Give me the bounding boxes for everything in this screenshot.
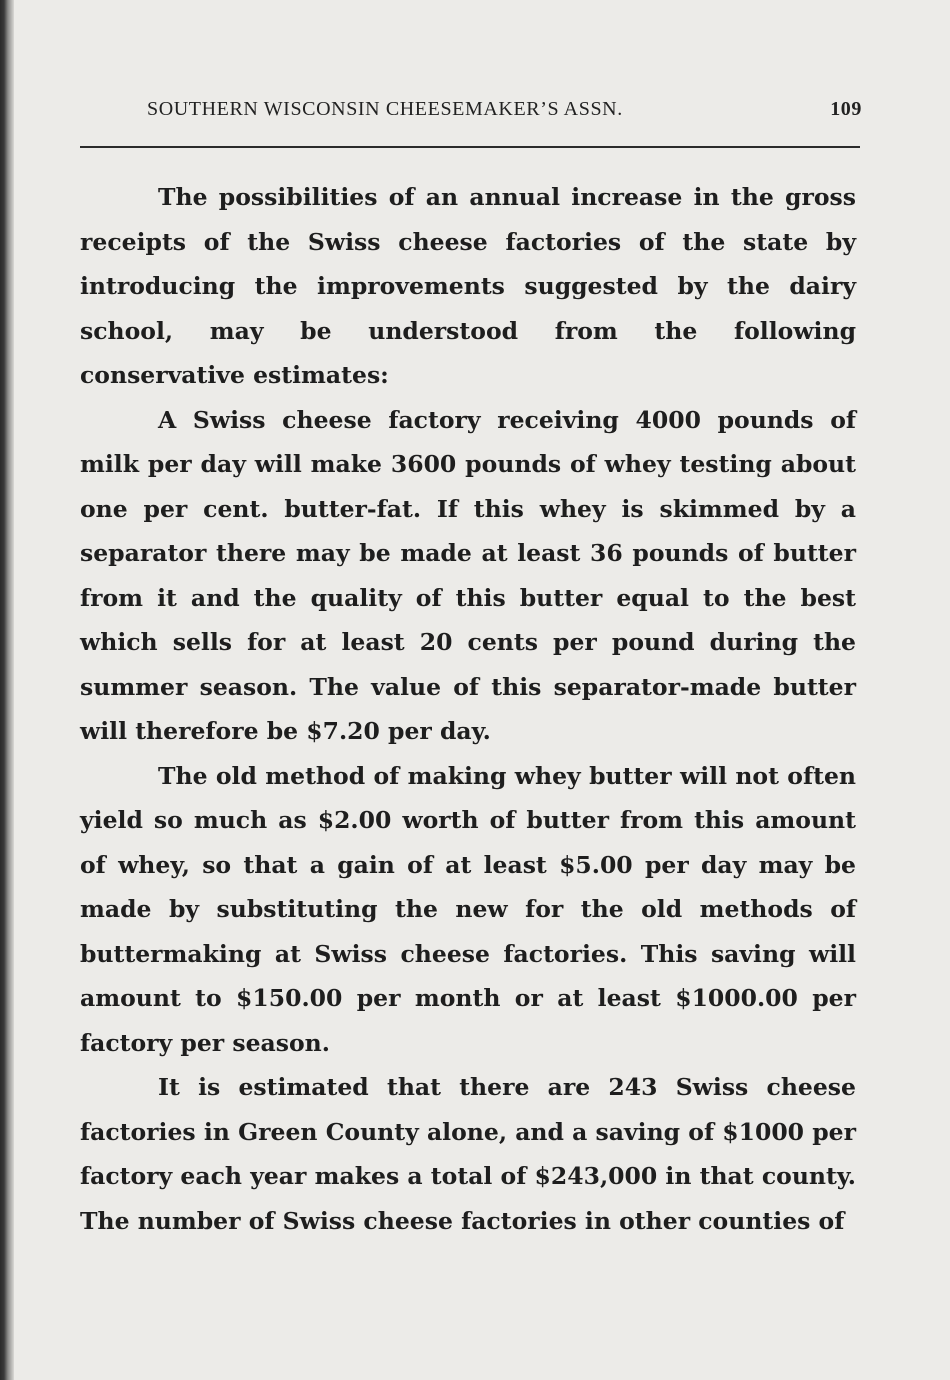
paragraph: A Swiss cheese factory receiving 4000 pounds of milk per day will make 3600 pounds of whey testing about one per cent. butter-fat. If this whey is skimmed by a separator there may be made at least 36 pounds of butter from it and the quality of this butter equal to the best which sells for at least 20 cents per pound during the summer season. The value of this separator-made butter will therefore be $7.20 per day. <box>80 405 856 745</box>
running-head <box>147 98 862 128</box>
page-binding-edge <box>0 0 14 1380</box>
book-page <box>14 0 950 1380</box>
body-text <box>80 175 856 1243</box>
header-rule <box>80 146 860 148</box>
paragraph: The possibilities of an annual increase in the gross receipts of the Swiss cheese factories of the state by introducing the improvements suggested by the dairy school, may be understood from the following conservative estimates: <box>80 183 856 389</box>
page-number: 109 <box>830 98 862 120</box>
paragraph: The old method of making whey butter will not often yield so much as $2.00 worth of butter from this amount of whey, so that a gain of at least $5.00 per day may be made by substituting the new for the old methods of buttermaking at Swiss cheese factories. This saving will amount to $150.00 per month or at least $1000.00 per factory per season. <box>80 761 856 1057</box>
running-head-title: SOUTHERN WISCONSIN CHEESEMAKER’S ASSN. <box>147 98 623 120</box>
paragraph: It is estimated that there are 243 Swiss cheese factories in Green County alone, and a saving of $1000 per factory each year makes a total of $243,000 in that county. The number of Swiss cheese factories in other counties of <box>80 1073 856 1235</box>
